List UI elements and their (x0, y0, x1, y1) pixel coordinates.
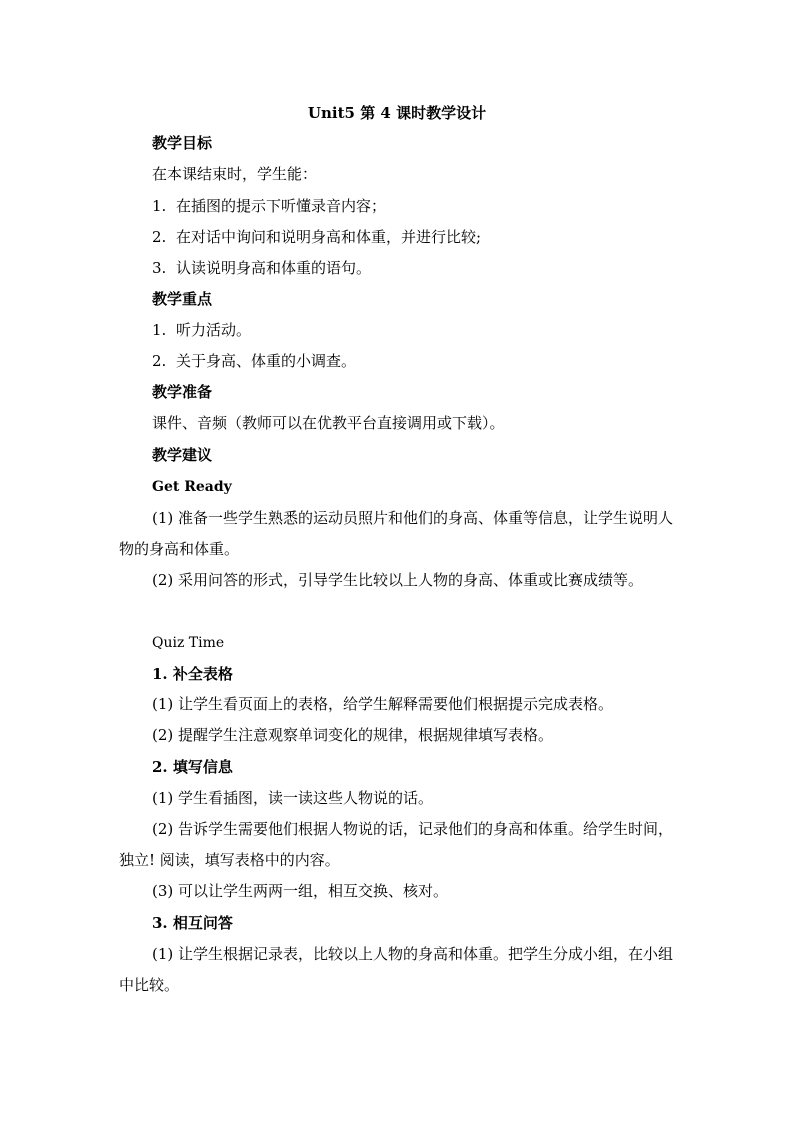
objective-item (152, 196, 386, 216)
item-text: 听力活动。 (176, 321, 252, 339)
item-number: 1. (152, 197, 167, 215)
section-3-paragraph-1: (1) 让学生根据记录表，比较以上人物的身高和体重。把学生分成小组，在小组中比较。 (119, 945, 674, 994)
objective-item (152, 227, 481, 247)
key-point-item (152, 320, 251, 340)
section-1-heading: 1. 补全表格 (152, 665, 233, 683)
item-number: 1. (152, 321, 167, 339)
objectives-intro: 在本课结束时，学生能： (152, 165, 318, 183)
objectives-heading: 教学目标 (152, 134, 213, 152)
get-ready-paragraph-1: (1) 准备一些学生熟悉的运动员照片和他们的身高、体重等信息，让学生说明人物的身高和体重。 (119, 509, 674, 558)
item-number: 3. (152, 259, 167, 277)
section-1-paragraph-2: (2) 提醒学生注意观察单词变化的规律，根据规律填写表格。 (152, 726, 554, 744)
preparation-text: 课件、音频（教师可以在优教平台直接调用或下载）。 (152, 414, 505, 432)
section-2-paragraph-2: (2) 告诉学生需要他们根据人物说的话，记录他们的身高和体重。给学生时间，独立! 阅读，填写表格中的内容。 (119, 820, 674, 869)
section-1-paragraph-1: (1) 让学生看页面上的表格，给学生解释需要他们根据提示完成表格。 (152, 695, 614, 713)
section-2-paragraph-3: (3) 可以让学生两两一组，相互交换、核对。 (152, 882, 449, 900)
objective-item (152, 258, 371, 278)
key-point-item (152, 351, 356, 371)
section-2-paragraph-1: (1) 学生看插图，读一读这些人物说的话。 (152, 789, 434, 807)
quiz-time-heading: Quiz Time (152, 635, 225, 651)
suggestions-heading: 教学建议 (152, 446, 213, 464)
item-text: 在对话中询问和说明身高和体重，并进行比较; (176, 228, 482, 246)
preparation-heading: 教学准备 (152, 383, 213, 401)
item-number: 2. (152, 352, 167, 370)
page-title: Unit5 第 4 课时教学设计 (307, 104, 487, 122)
section-3-heading: 3. 相互问答 (152, 914, 233, 932)
key-points-heading: 教学重点 (152, 290, 213, 308)
section-2-heading: 2. 填写信息 (152, 758, 233, 776)
item-text: 在插图的提示下听懂录音内容； (176, 197, 387, 215)
item-text: 关于身高、体重的小调查。 (176, 352, 357, 370)
get-ready-paragraph-2: (2) 采用问答的形式，引导学生比较以上人物的身高、体重或比赛成绩等。 (152, 571, 644, 589)
item-number: 2. (152, 228, 167, 246)
get-ready-heading: Get Ready (152, 479, 232, 495)
item-text: 认读说明身高和体重的语句。 (176, 259, 372, 277)
